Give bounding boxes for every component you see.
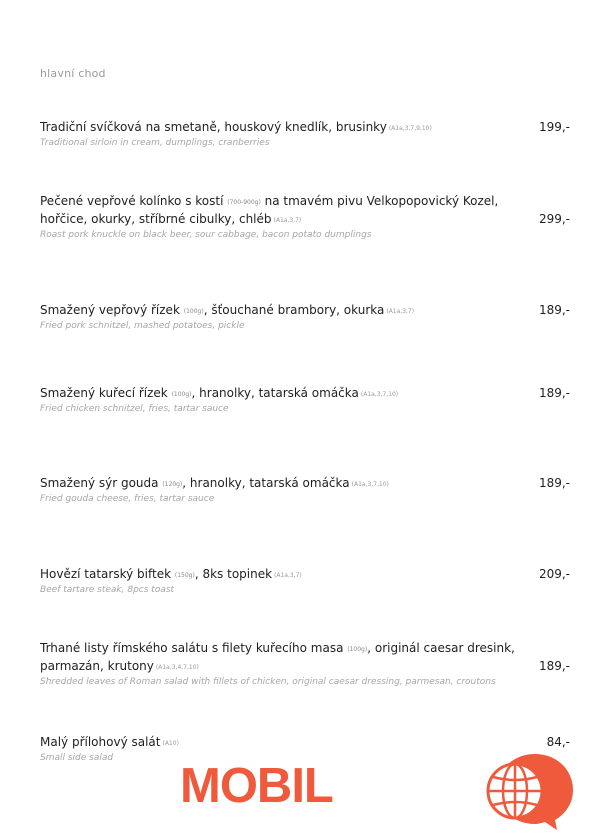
item-price: 84,- — [546, 735, 570, 749]
item-allergens: (A1a,3,7) — [274, 572, 302, 579]
item-english: Roast pork knuckle on black beer, sour cabbage, bacon potato dumplings — [40, 230, 372, 240]
item-weight: (100g) — [347, 646, 368, 653]
item-price: 199,- — [538, 120, 570, 134]
item-name-rest: , 8ks topinek — [194, 567, 273, 581]
item-name-text: Smažený kuřecí řízek — [40, 386, 168, 400]
menu-item — [40, 475, 570, 505]
menu-item — [40, 193, 570, 241]
item-name — [40, 193, 520, 229]
item-name-rest: , hranolky, tatarská omáčka — [191, 386, 359, 400]
item-name — [40, 640, 520, 676]
item-weight: (100g) — [183, 308, 204, 315]
item-allergens: (A1a,3,7,10) — [360, 391, 399, 398]
item-allergens: (A1a,3,7,9,10) — [388, 125, 432, 132]
globe-speech-bubble-icon — [483, 750, 575, 832]
item-allergens: (A10) — [162, 740, 179, 747]
item-allergens: (A1a,3,7) — [273, 217, 302, 224]
item-price: 299,- — [538, 212, 570, 226]
item-price: 209,- — [538, 567, 570, 581]
item-name-text: Hovězí tatarský biftek — [40, 567, 172, 581]
item-name-text: Malý přílohový salát — [40, 735, 161, 749]
item-price: 189,- — [538, 386, 570, 400]
item-name — [40, 119, 520, 137]
item-name-rest: , originál caesar dresink, parmazán, krutony — [40, 641, 515, 673]
item-english: Small side salad — [40, 753, 114, 763]
item-name — [40, 302, 520, 320]
item-name-rest: , hranolky, tatarská omáčka — [182, 476, 350, 490]
menu-item — [40, 302, 570, 332]
section-title: hlavní chod — [40, 67, 106, 80]
item-english: Fried chicken schnitzel, fries, tartar sauce — [40, 404, 229, 414]
item-allergens: (A1a,3,7,10) — [351, 481, 389, 488]
item-name-rest: , šťouchané brambory, okurka — [203, 303, 385, 317]
item-name-text: Pečené vepřové kolínko s kostí — [40, 194, 224, 208]
item-english: Traditional sirloin in cream, dumplings, cranberries — [40, 138, 270, 148]
item-name-text: Tradiční svíčková na smetaně, houskový knedlík, brusinky — [40, 120, 387, 134]
item-name-rest: na tmavém pivu Velkopopovický Kozel, hořčice, okurky, stříbrné cibulky, chléb — [40, 194, 499, 226]
item-price: 189,- — [538, 476, 570, 490]
item-price: 189,- — [538, 303, 570, 317]
menu-item — [40, 566, 570, 596]
item-english: Fried pork schnitzel, mashed potatoes, pickle — [40, 321, 245, 331]
item-name — [40, 385, 520, 403]
item-english: Fried gouda cheese, fries, tartar sauce — [40, 494, 215, 504]
mobil-logo: MOBIL — [180, 759, 333, 813]
menu-item — [40, 640, 570, 688]
item-price: 189,- — [538, 659, 570, 673]
item-weight: (700-900g) — [227, 199, 261, 206]
item-english: Beef tartare steak, 8pcs toast — [40, 585, 175, 595]
item-name — [40, 734, 520, 752]
item-weight: (150g) — [174, 572, 195, 579]
menu-item — [40, 119, 570, 149]
item-weight: (100g) — [171, 391, 192, 398]
item-name-text: Trhané listy římského salátu s filety kuřecího masa — [40, 641, 344, 655]
item-name — [40, 566, 520, 584]
item-name — [40, 475, 520, 493]
item-allergens: (A1a,3,4,7,10) — [155, 664, 199, 671]
item-name-text: Smažený sýr gouda — [40, 476, 159, 490]
item-english: Shredded leaves of Roman salad with fillets of chicken, original caesar dressing, parmesan, croutons — [40, 677, 496, 687]
item-name-text: Smažený vepřový řízek — [40, 303, 180, 317]
item-allergens: (A1a,3,7) — [386, 308, 415, 315]
menu-item — [40, 385, 570, 415]
item-weight: (120g) — [162, 481, 183, 488]
